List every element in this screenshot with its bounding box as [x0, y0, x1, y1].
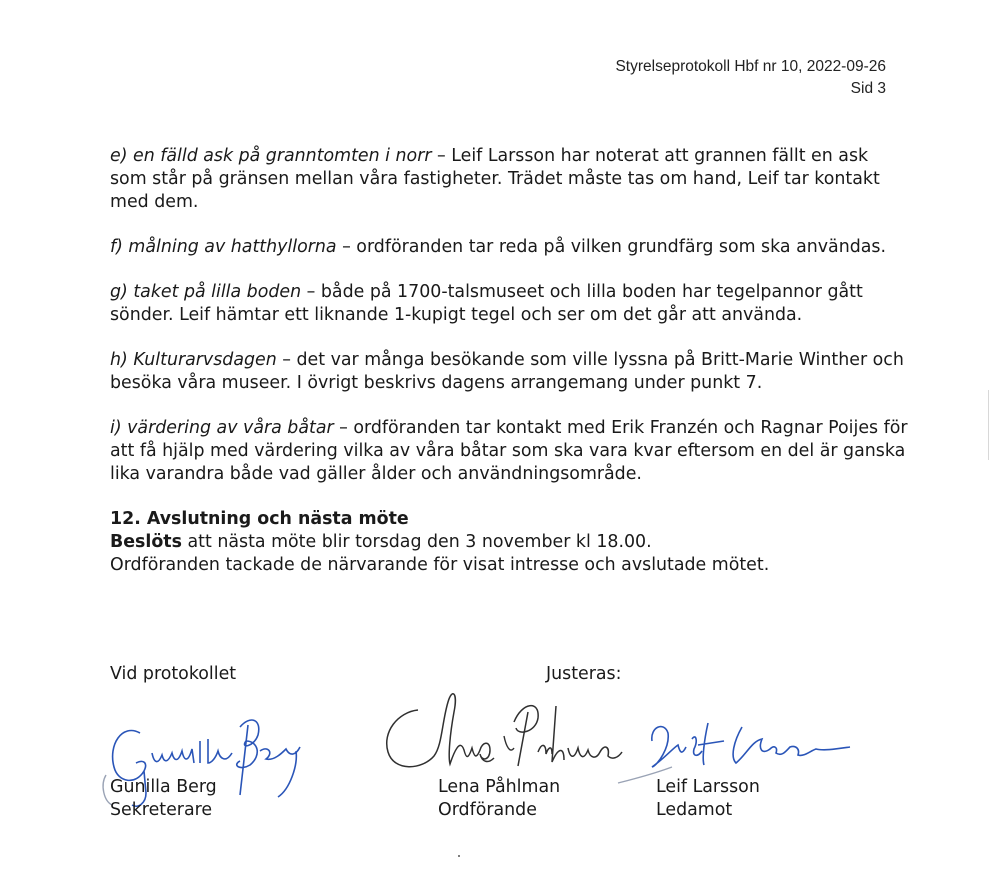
decision-text: att nästa möte blir torsdag den 3 november kl 18.00. — [181, 532, 652, 552]
signer-gunilla — [110, 776, 217, 822]
item-e-text: – Leif Larsson har noterat att grannen fällt en ask som står på gränsen mellan våra fastigheter. Trädet måste tas om hand, Leif tar kontakt med dem. — [110, 146, 880, 212]
item-f-text: – ordföranden tar reda på vilken grundfärg som ska användas. — [336, 237, 886, 257]
signer-role: Ledamot — [656, 800, 733, 820]
document-body — [110, 145, 910, 577]
scan-speck — [458, 855, 460, 857]
section-12 — [110, 508, 910, 577]
signer-name: Gunilla Berg — [110, 777, 217, 797]
signer-role: Ordförande — [438, 800, 537, 820]
item-i-lead: i) värdering av våra båtar — [110, 418, 334, 438]
section-12-closing: Ordföranden tackade de närvarande för visat intresse och avslutade mötet. — [110, 555, 770, 575]
vid-protokollet-label: Vid protokollet — [110, 664, 237, 684]
justeras-label: Justeras: — [546, 664, 622, 684]
page-number: Sid 3 — [850, 80, 886, 97]
signer-role: Sekreterare — [110, 800, 213, 820]
decision-bold: Beslöts — [110, 532, 182, 552]
item-i-text: – ordföranden tar kontakt med Erik Franzén och Ragnar Poijes för att få hjälp med värdering vilka av våra båtar som ska vara kvar eftersom en del är ganska lika varandra både vad gäller ålder och användningsområde. — [110, 418, 908, 484]
section-12-title: 12. Avslutning och nästa möte — [110, 509, 409, 529]
item-g-text: – både på 1700-talsmuseet och lilla boden har tegelpannor gått sönder. Leif hämtar ett liknande 1-kupigt tegel och ser om det går att använda. — [110, 282, 863, 325]
item-e-lead: e) en fälld ask på granntomten i norr — [110, 146, 432, 166]
document-header — [615, 56, 886, 100]
item-h — [110, 349, 910, 395]
section-12-decision — [110, 531, 910, 554]
item-i — [110, 417, 910, 486]
signer-leif — [656, 776, 760, 822]
signer-lena — [438, 776, 560, 822]
scan-edge-line — [988, 390, 989, 460]
item-f — [110, 236, 910, 259]
item-g-lead: g) taket på lilla boden — [110, 282, 302, 302]
header-title: Styrelseprotokoll Hbf nr 10, 2022-09-26 — [615, 58, 886, 75]
item-h-lead: h) Kulturarvsdagen — [110, 350, 277, 370]
item-h-text: – det var många besökande som ville lyssna på Britt-Marie Winther och besöka våra museer. I övrigt beskrivs dagens arrangemang under punkt 7. — [110, 350, 904, 393]
signer-name: Lena Påhlman — [438, 777, 561, 797]
item-g — [110, 281, 910, 327]
item-e — [110, 145, 910, 214]
item-f-lead: f) målning av hatthyllorna — [110, 237, 337, 257]
signer-name: Leif Larsson — [656, 777, 760, 797]
